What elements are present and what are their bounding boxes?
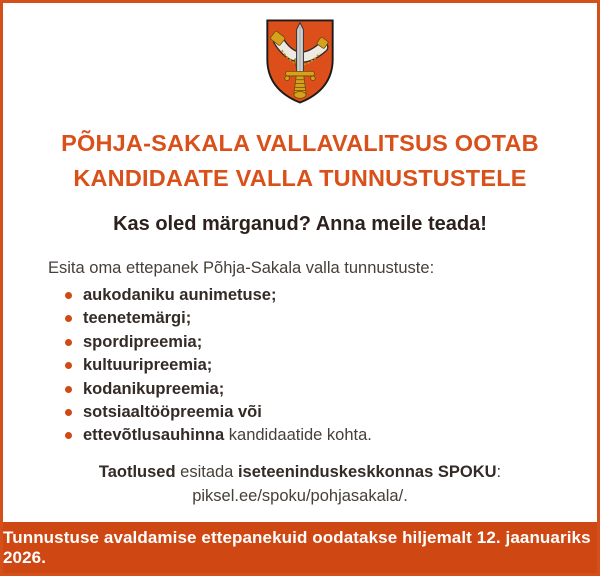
list-item-term: kodanikupreemia; [83, 379, 225, 398]
bullet-icon [65, 339, 72, 346]
list-item-term: spordipreemia; [83, 332, 203, 351]
title-line-2: KANDIDAATE VALLA TUNNUSTUSTELE [73, 165, 527, 191]
apply-part-regular-1: esitada [175, 462, 238, 481]
intro-text: Esita oma ettepanek Põhja-Sakala valla tunnustuste: [48, 259, 435, 277]
list-item-teenetemark [64, 307, 597, 330]
deadline-banner [3, 522, 597, 573]
list-item-ettevotlusauhind [64, 424, 597, 447]
list-item-aukodaniku [64, 284, 597, 307]
list-item-term: ettevõtlusauhinna [83, 426, 225, 445]
coat-of-arms-icon [262, 16, 338, 107]
deadline-text: Tunnustuse avaldamise ettepanekuid oodatakse hiljemalt 12. jaanuariks 2026. [3, 527, 591, 567]
page-title [13, 126, 587, 196]
bullet-icon [65, 362, 72, 369]
apply-part-regular-2: : [496, 462, 502, 481]
award-list [64, 284, 597, 448]
bullet-icon [65, 292, 72, 299]
list-item-sotsiaaltoopreemia [64, 401, 597, 424]
crest-container [3, 16, 597, 107]
apply-part-bold-1: Taotlused [98, 462, 176, 481]
bullet-icon [65, 409, 72, 416]
apply-part-bold-2: iseteeninduskeskkonnas SPOKU [237, 462, 497, 481]
list-item-term: teenetemärgi; [83, 309, 192, 328]
subtitle: Kas oled märganud? Anna meile teada! [113, 213, 487, 235]
apply-instructions [3, 461, 597, 484]
bullet-icon [65, 315, 72, 322]
title-line-1: PÕHJA-SAKALA VALLAVALITSUS OOTAB [61, 130, 539, 156]
spoku-url: piksel.ee/spoku/pohjasakala/. [192, 486, 408, 505]
list-item-term: sotsiaaltööpreemia või [83, 403, 262, 422]
list-item-kodanikupreemia [64, 378, 597, 401]
list-item-kultuuripreemia [64, 354, 597, 377]
list-item-rest: kandidaatide kohta. [224, 426, 372, 445]
list-item-term: kultuuripreemia; [83, 356, 213, 375]
bullet-icon [65, 386, 72, 393]
bullet-icon [65, 432, 72, 439]
list-item-spordipreemia [64, 331, 597, 354]
list-item-term: aukodaniku aunimetuse; [83, 286, 277, 304]
